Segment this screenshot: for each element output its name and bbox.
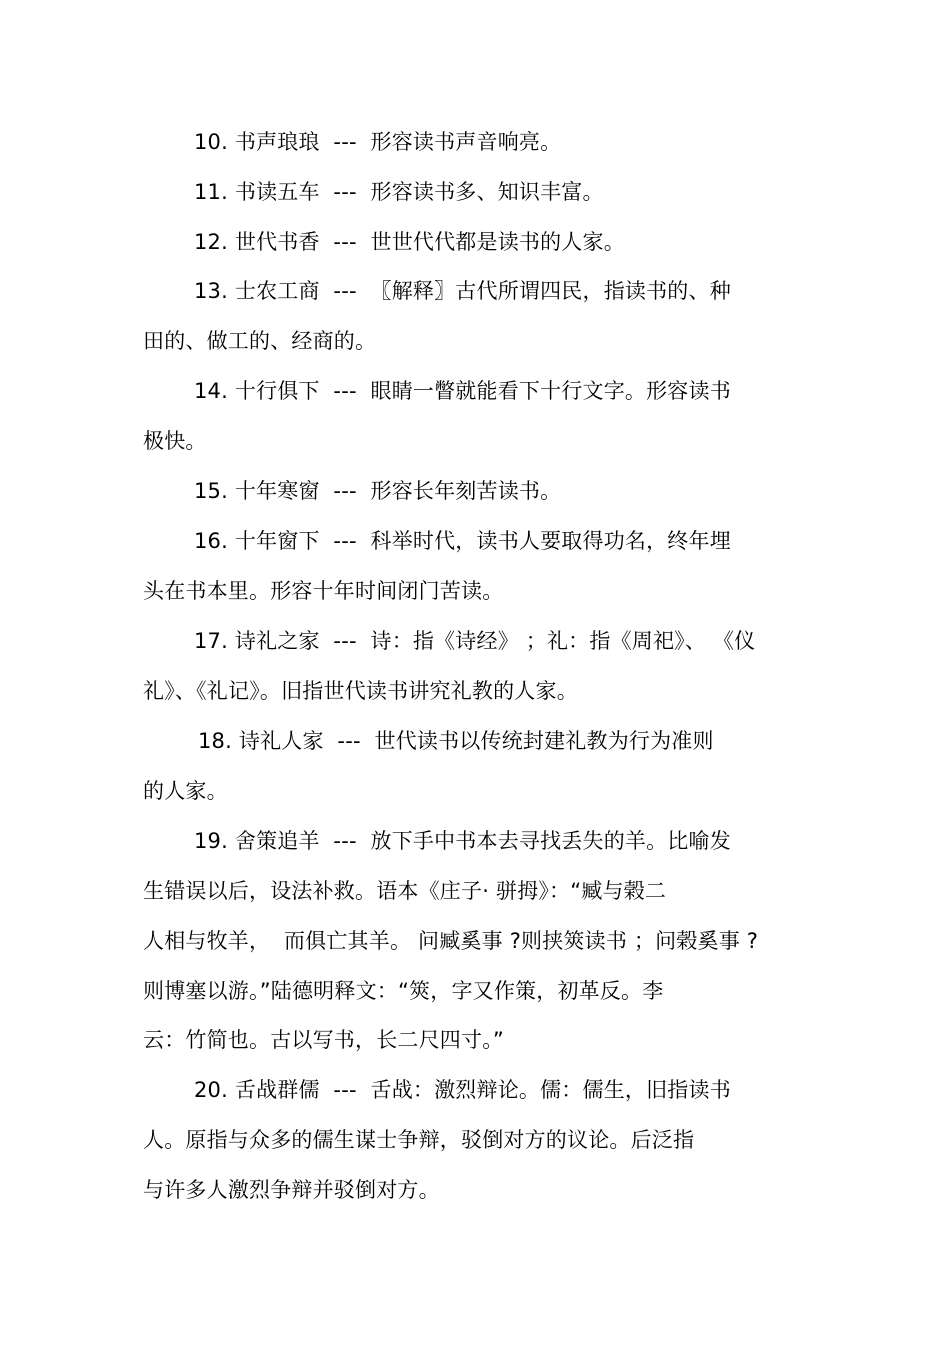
entry-16-line-1: 16. 十年窗下 --- 科举时代，读书人要取得功名，终年埋 [194,529,731,553]
entry-19-line-2: 生错误以后，设法补救。语本《庄子· 骈拇》：“臧与榖二 [143,879,667,903]
entry-20-line-2: 人。原指与众多的儒生谋士争辩，驳倒对方的议论。后泛指 [143,1128,695,1152]
entry-13-line-2: 田的、做工的、经商的。 [143,329,377,353]
entry-19-line-4: 则博塞以游。”陆德明释文：“筴，字又作策，初革反。李 [143,979,664,1003]
entry-14-line-2: 极快。 [143,429,207,453]
entry-16-line-2: 头在书本里。形容十年时间闭门苦读。 [143,579,504,603]
entry-19-line-1: 19. 舍策追羊 --- 放下手中书本去寻找丢失的羊。比喻发 [194,829,731,853]
entry-11-line-1: 11. 书读五车 --- 形容读书多、知识丰富。 [194,180,604,204]
entry-15-line-1: 15. 十年寒窗 --- 形容长年刻苦读书。 [194,479,562,503]
entry-17-line-1: 17. 诗礼之家 --- 诗：指《诗经》 ；礼：指《周祀》、 《仪 [194,629,756,653]
entry-10-line-1: 10. 书声琅琅 --- 形容读书声音响亮。 [194,130,562,154]
entry-19-line-5: 云：竹简也。古以写书，长二尺四寸。” [143,1028,504,1052]
entry-20-line-1: 20. 舌战群儒 --- 舌战：激烈辩论。儒：儒生，旧指读书 [194,1078,731,1102]
entry-20-line-3: 与许多人激烈争辩并驳倒对方。 [143,1178,440,1202]
entry-13-line-1: 13. 士农工商 --- 〖解释〗古代所谓四民，指读书的、种 [194,279,731,303]
entry-14-line-1: 14. 十行俱下 --- 眼睛一瞥就能看下十行文字。形容读书 [194,379,731,403]
entry-18-line-1: 18. 诗礼人家 --- 世代读书以传统封建礼教为行为准则 [198,729,714,753]
entry-19-line-3: 人相与牧羊， 而俱亡其羊。 问臧奚事 ?则挟筴读书 ；问榖奚事 ? [143,929,759,953]
entry-18-line-2: 的人家。 [143,779,228,803]
entry-12-line-1: 12. 世代书香 --- 世世代代都是读书的人家。 [194,230,625,254]
entry-17-line-2: 礼》、《礼记》。旧指世代读书讲究礼教的人家。 [143,679,578,703]
